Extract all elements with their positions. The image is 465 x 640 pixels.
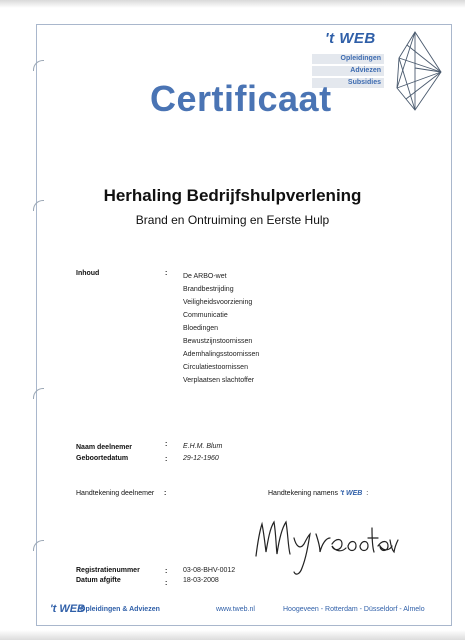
footer-url: www.tweb.nl: [216, 606, 255, 613]
participant-signature-label: [76, 490, 154, 497]
org-signature-label: [268, 490, 368, 497]
name-label: Naam deelnemer: [76, 444, 133, 451]
dob-label: Geboortedatum: [76, 455, 129, 462]
scan-shade-top: [0, 0, 465, 8]
inhoud-item: Ademhalingsstoornissen: [183, 351, 260, 358]
course-title: Herhaling Bedrijfshulpverlening: [103, 186, 362, 205]
inhoud-label: Inhoud: [76, 270, 100, 277]
inhoud-item: De ARBO-wet: [183, 273, 227, 280]
colon-separator: :: [364, 490, 369, 497]
issue-date-label: Datum afgifte: [76, 577, 121, 584]
colon-separator: :: [165, 568, 168, 575]
inhoud-list: [183, 270, 259, 387]
footer-brand: 't WEB: [50, 603, 85, 615]
org-signature-prefix: Handtekening namens: [268, 490, 339, 497]
punch-hole-mark: [33, 60, 44, 71]
registration-number-value: 03-08-BHV-0012: [183, 567, 236, 574]
brand-tag: Opleidingen: [312, 54, 384, 64]
scan-shade-bottom: [0, 630, 465, 640]
inhoud-item: Veiligheidsvoorziening: [183, 299, 253, 306]
footer-locations: Hoogeveen - Rotterdam - Düsseldorf - Almelo: [283, 606, 425, 613]
handwritten-signature: [250, 510, 400, 580]
inhoud-item: Circulatiestoornissen: [183, 364, 248, 371]
inhoud-item: Bewustzijnstoornissen: [183, 338, 253, 345]
name-value: E.H.M. Blum: [183, 443, 223, 450]
certificate-title: Certificaat: [150, 78, 332, 119]
registration-number-label: Registratienummer: [76, 567, 140, 574]
participant-signature-text: Handtekening deelnemer: [76, 490, 155, 497]
colon-separator: :: [165, 441, 168, 448]
inhoud-item: Brandbestrijding: [183, 286, 234, 293]
inhoud-item: Communicatie: [183, 312, 228, 319]
course-subtitle: Brand en Ontruiming en Eerste Hulp: [135, 213, 330, 227]
colon-separator: :: [164, 490, 167, 497]
dob-value: 29-12-1960: [183, 455, 219, 462]
footer-tagline: Opleidingen & Adviezen: [80, 606, 160, 613]
punch-hole-mark: [33, 388, 44, 399]
inhoud-item: Verplaatsen slachtoffer: [183, 377, 255, 384]
punch-hole-mark: [33, 540, 44, 551]
brand-name: 't WEB: [325, 30, 376, 47]
colon-separator: :: [165, 580, 168, 587]
issue-date-value: 18-03-2008: [183, 577, 219, 584]
brand-tag: Adviezen: [312, 66, 384, 76]
org-signature-brand: 't WEB: [340, 490, 363, 497]
colon-separator: :: [165, 456, 168, 463]
inhoud-item: Bloedingen: [183, 325, 219, 332]
brand-logo-icon: [393, 28, 449, 120]
brand-tag: Subsidies: [312, 78, 384, 88]
colon-separator: :: [165, 270, 168, 277]
